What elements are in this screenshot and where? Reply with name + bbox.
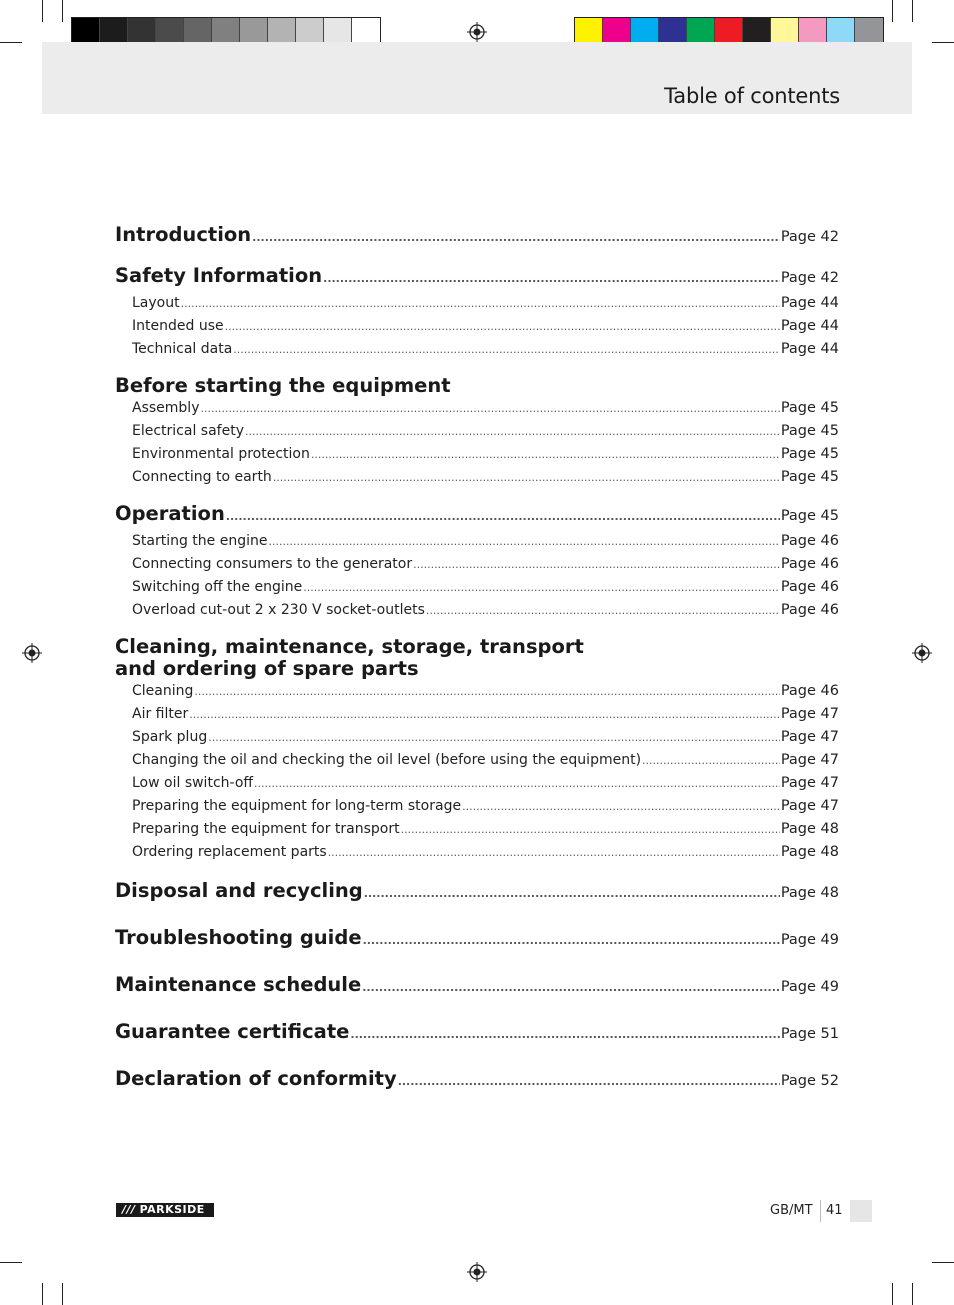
toc-page-ref: Page 46 [780, 602, 839, 618]
toc-entry-label: Overload cut-out 2 x 230 V socket-outlets [132, 602, 425, 618]
crop-mark [892, 0, 893, 22]
leader-dots [362, 975, 780, 1001]
language-code: GB/MT [770, 1203, 813, 1218]
leader-dots [350, 1022, 779, 1048]
leader-dots [225, 316, 780, 338]
toc-page-ref: Page 47 [780, 729, 839, 745]
leader-dots [273, 467, 780, 489]
toc-heading-maintenance-schedule[interactable] [115, 972, 839, 1001]
toc-entry-label: Preparing the equipment for long-term storage [132, 798, 462, 814]
toc-heading-label: Disposal and recycling [115, 879, 363, 902]
registration-mark-icon [467, 22, 487, 42]
toc-page-ref: Page 47 [780, 775, 839, 791]
toc-entry-label: Electrical safety [132, 423, 244, 439]
leader-dots [254, 773, 780, 795]
leader-dots [226, 504, 780, 530]
toc-entry-label: Switching off the engine [132, 579, 303, 595]
crop-mark [932, 1262, 954, 1263]
leader-dots [194, 681, 779, 703]
toc-heading-cleaning-line2[interactable]: and ordering of spare parts [115, 657, 419, 680]
crop-mark [62, 1283, 63, 1305]
page-number: 41 [826, 1203, 843, 1218]
leader-dots [245, 421, 780, 443]
toc-entry[interactable] [115, 397, 839, 420]
toc-page-ref: Page 42 [780, 229, 839, 245]
logo-slashes-icon: /// [122, 1203, 136, 1216]
toc-page-ref: Page 45 [780, 469, 839, 485]
crop-mark [42, 0, 43, 22]
leader-dots [181, 293, 780, 315]
toc-heading-label: Operation [115, 502, 225, 525]
toc-entry-label: Cleaning [132, 683, 194, 699]
toc-entry-label: Air filter [132, 706, 189, 722]
toc-entry-label: Technical data [132, 341, 233, 357]
leader-dots [401, 819, 780, 841]
toc-page-ref: Page 45 [780, 423, 839, 439]
crop-mark [932, 42, 954, 43]
toc-entry-label: Environmental protection [132, 446, 310, 462]
toc-entry-label: Connecting to earth [132, 469, 272, 485]
crop-mark [62, 0, 63, 22]
toc-entry[interactable] [115, 772, 839, 795]
toc-entry[interactable] [115, 466, 839, 489]
toc-entry[interactable] [115, 795, 839, 818]
leader-dots [200, 398, 779, 420]
leader-dots [413, 554, 780, 576]
toc-heading-operation[interactable] [115, 501, 839, 530]
toc-entry[interactable] [115, 599, 839, 622]
toc-entry-label: Spark plug [132, 729, 208, 745]
toc-heading-disposal[interactable] [115, 878, 839, 907]
toc-entry[interactable] [115, 726, 839, 749]
toc-entry[interactable] [115, 315, 839, 338]
registration-mark-icon [912, 643, 932, 663]
toc-entry-label: Low oil switch-off [132, 775, 254, 791]
toc-heading-introduction[interactable] [115, 222, 839, 251]
crop-mark [912, 0, 913, 22]
leader-dots [189, 704, 780, 726]
crop-mark [0, 42, 22, 43]
toc-page-ref: Page 44 [780, 318, 839, 334]
toc-page-ref: Page 47 [780, 752, 839, 768]
toc-heading-label: Guarantee certificate [115, 1020, 350, 1043]
toc-page-ref: Page 48 [780, 844, 839, 860]
toc-page-ref: Page 48 [780, 821, 839, 837]
registration-mark-icon [467, 1262, 487, 1282]
leader-dots [462, 796, 780, 818]
leader-dots [268, 531, 779, 553]
toc-entry[interactable] [115, 338, 839, 361]
footer-thumb-tab [850, 1200, 872, 1222]
crop-mark [892, 1283, 893, 1305]
leader-dots [364, 881, 780, 907]
toc-heading-safety[interactable] [115, 263, 839, 292]
toc-page-ref: Page 46 [780, 579, 839, 595]
toc-entry-label: Layout [132, 295, 180, 311]
toc-page-ref: Page 42 [780, 270, 839, 286]
toc-entry-label: Changing the oil and checking the oil level (before using the equipment) [132, 752, 642, 768]
toc-page-ref: Page 44 [780, 341, 839, 357]
toc-page-ref: Page 44 [780, 295, 839, 311]
leader-dots [252, 225, 780, 251]
toc-heading-troubleshooting[interactable] [115, 925, 839, 954]
toc-heading-label: Safety Information [115, 264, 323, 287]
toc-entry-label: Connecting consumers to the generator [132, 556, 413, 572]
toc-entry[interactable] [115, 841, 839, 864]
toc-page-ref: Page 46 [780, 556, 839, 572]
leader-dots [208, 727, 780, 749]
toc-page-ref: Page 52 [780, 1073, 839, 1089]
leader-dots [642, 750, 780, 772]
toc-entry[interactable] [115, 530, 839, 553]
brand-name: PARKSIDE [139, 1203, 205, 1216]
toc-page-ref: Page 49 [780, 932, 839, 948]
registration-mark-icon [22, 643, 42, 663]
crop-mark [42, 1283, 43, 1305]
toc-heading-guarantee[interactable] [115, 1019, 839, 1048]
leader-dots [363, 928, 780, 954]
toc-page-ref: Page 45 [780, 400, 839, 416]
toc-heading-cleaning-line1[interactable]: Cleaning, maintenance, storage, transport [115, 635, 584, 658]
toc-page-ref: Page 46 [780, 683, 839, 699]
toc-entry[interactable] [115, 443, 839, 466]
toc-heading-label: Troubleshooting guide [115, 926, 362, 949]
toc-entry-label: Assembly [132, 400, 200, 416]
leader-dots [398, 1069, 780, 1095]
toc-entry[interactable] [115, 292, 839, 315]
toc-entry-label: Intended use [132, 318, 224, 334]
page-title: Table of contents [664, 84, 840, 108]
toc-entry[interactable] [115, 703, 839, 726]
toc-entry[interactable] [115, 818, 839, 841]
footer-divider [820, 1200, 821, 1222]
toc-page-ref: Page 46 [780, 533, 839, 549]
toc-page-ref: Page 48 [780, 885, 839, 901]
leader-dots [323, 266, 780, 292]
leader-dots [328, 842, 780, 864]
toc-page-ref: Page 49 [780, 979, 839, 995]
toc-heading-label: Declaration of conformity [115, 1067, 397, 1090]
toc-entry[interactable] [115, 553, 839, 576]
toc-entry-label: Starting the engine [132, 533, 268, 549]
toc-page-ref: Page 45 [780, 508, 839, 524]
toc-entry[interactable] [115, 576, 839, 599]
table-of-contents [115, 222, 839, 1095]
toc-entry[interactable] [115, 420, 839, 443]
toc-page-ref: Page 47 [780, 798, 839, 814]
crop-mark [912, 1283, 913, 1305]
leader-dots [426, 600, 780, 622]
toc-heading-before-starting[interactable]: Before starting the equipment [115, 374, 451, 397]
toc-heading-label: Introduction [115, 223, 252, 246]
leader-dots [311, 444, 780, 466]
toc-heading-label: Maintenance schedule [115, 973, 362, 996]
leader-dots [303, 577, 780, 599]
toc-page-ref: Page 45 [780, 446, 839, 462]
toc-entry[interactable] [115, 749, 839, 772]
toc-heading-declaration[interactable] [115, 1066, 839, 1095]
toc-entry-label: Preparing the equipment for transport [132, 821, 400, 837]
toc-entry-label: Ordering replacement parts [132, 844, 327, 860]
crop-mark [0, 1262, 22, 1263]
toc-page-ref: Page 51 [780, 1026, 839, 1042]
toc-page-ref: Page 47 [780, 706, 839, 722]
toc-entry[interactable] [115, 680, 839, 703]
leader-dots [233, 339, 780, 361]
brand-logo [116, 1203, 214, 1217]
